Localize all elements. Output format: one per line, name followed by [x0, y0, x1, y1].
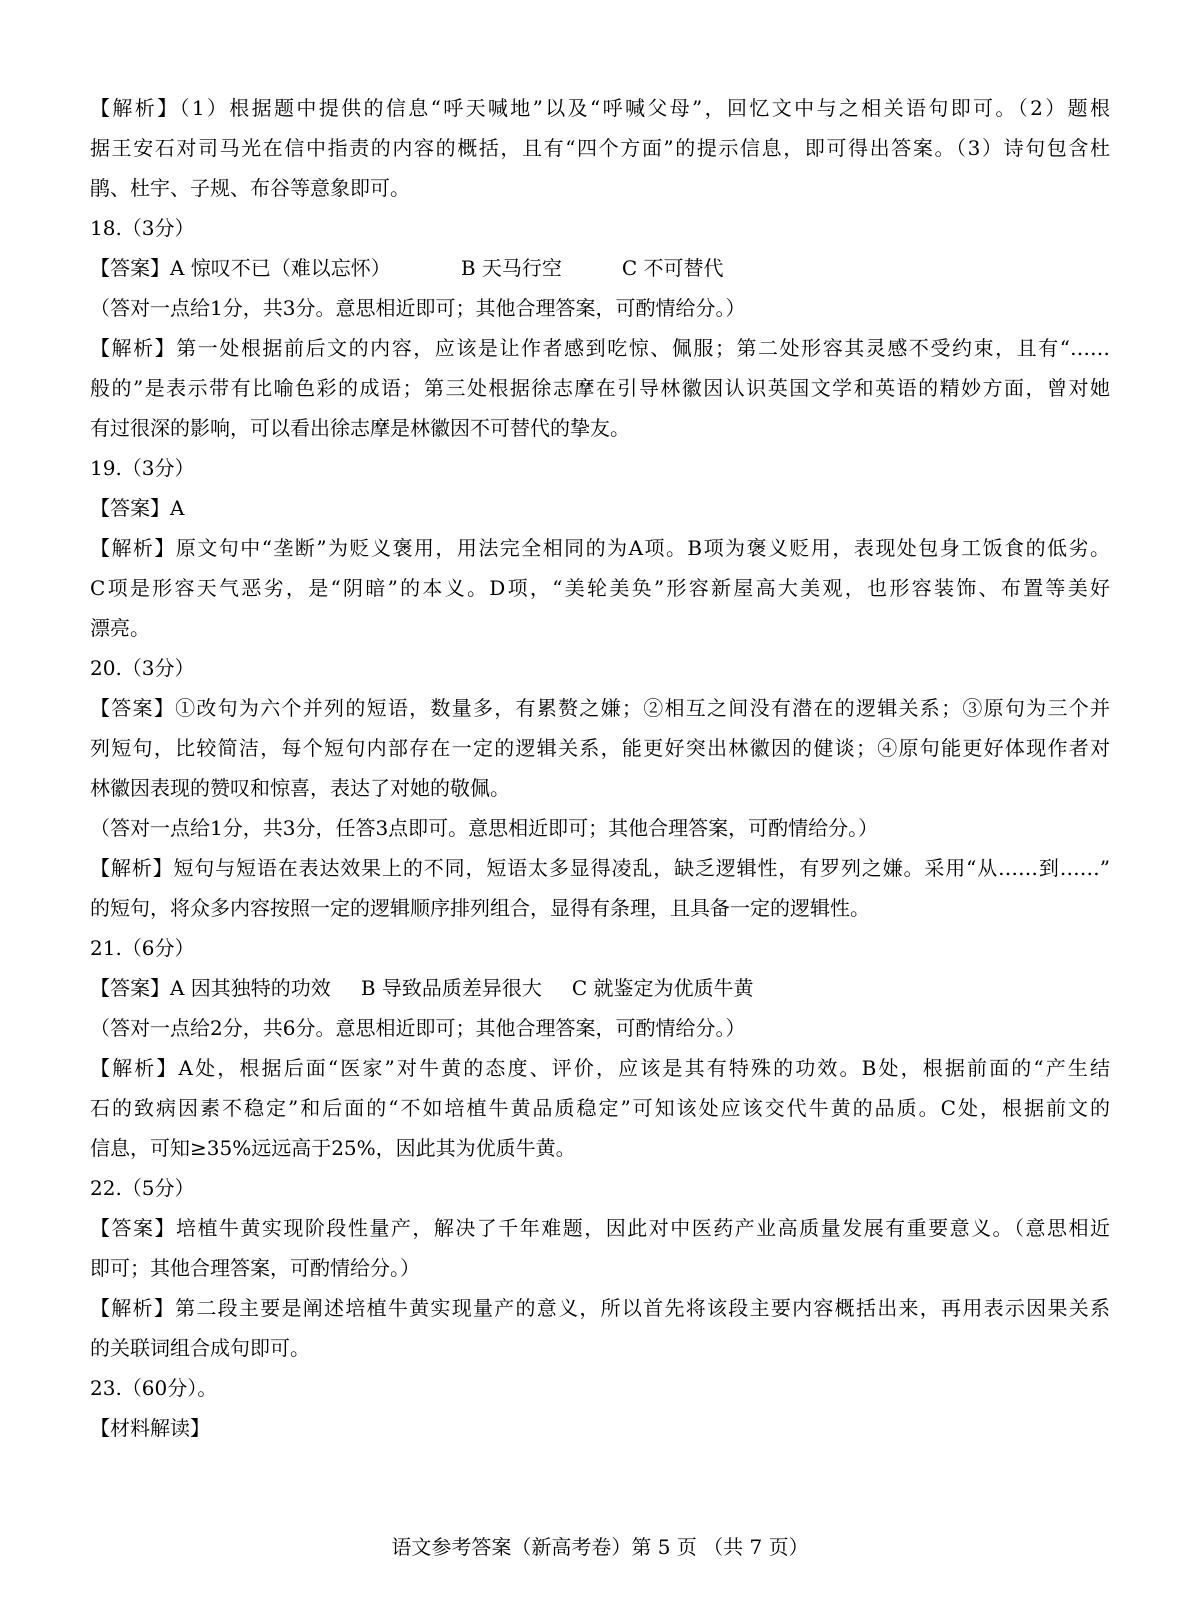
text-line: 【解析】短句与短语在表达效果上的不同，短语太多显得凌乱，缺乏逻辑性，有罗列之嫌。采用“从……到……”	[90, 856, 1110, 880]
answer-item-b: B 天马行空	[460, 256, 562, 280]
question-number: 22.（5分）	[90, 1176, 195, 1200]
text-line: 【解析】（1）根据题中提供的信息“呼天喊地”以及“呼喊父母”，回忆文中与之相关语句即可。（2）题根	[90, 96, 1110, 120]
answer-item-c: C 就鉴定为优质牛黄	[571, 976, 754, 1000]
text-line: 【解析】原文句中“垄断”为贬义褒用，用法完全相同的为A项。B项为褒义贬用，表现处包身工饭食的低劣。	[90, 536, 1110, 560]
text-line: 【解析】第二段主要是阐述培植牛黄实现量产的意义，所以首先将该段主要内容概括出来，再用表示因果关系	[90, 1296, 1110, 1320]
text-line: 【解析】第一处根据前后文的内容，应该是让作者感到吃惊、佩服；第二处形容其灵感不受约束，且有“……	[90, 336, 1110, 360]
section-heading: 【材料解读】	[90, 1416, 210, 1440]
answer-item-c: C 不可替代	[621, 256, 724, 280]
question-number: 21.（6分）	[90, 936, 195, 960]
text-line: 【答案】培植牛黄实现阶段性量产，解决了千年难题，因此对中医药产业高质量发展有重要意义。（意思相近	[90, 1216, 1110, 1240]
text-line: 的短句，将众多内容按照一定的逻辑顺序排列组合，显得有条理，且具备一定的逻辑性。	[90, 896, 870, 920]
question-number: 19.（3分）	[90, 456, 195, 480]
question-number: 23.（60分）。	[90, 1376, 218, 1400]
text-line: 林徽因表现的赞叹和惊喜，表达了对她的敬佩。	[90, 776, 510, 800]
scoring-note: （答对一点给1分，共3分。意思相近即可；其他合理答案，可酌情给分。）	[90, 296, 746, 320]
text-line: 有过很深的影响，可以看出徐志摩是林徽因不可替代的挚友。	[90, 416, 630, 440]
page-footer: 语文参考答案（新高考卷）第 5 页 （共 7 页）	[391, 1535, 809, 1559]
scoring-note: （答对一点给1分，共3分，任答3点即可。意思相近即可；其他合理答案，可酌情给分。）	[90, 816, 879, 840]
text-line: 信息，可知≥35%远远高于25%，因此其为优质牛黄。	[90, 1136, 576, 1160]
text-line: 列短句，比较简洁，每个短句内部存在一定的逻辑关系，能更好突出林徽因的健谈；④原句能更好体现作者对	[90, 736, 1110, 760]
text-line: 般的”是表示带有比喻色彩的成语；第三处根据徐志摩在引导林徽因认识英国文学和英语的精妙方面，曾对她	[90, 376, 1110, 400]
text-line: 【解析】A处，根据后面“医家”对牛黄的态度、评价，应该是其有特殊的功效。B处，根据前面的“产生结	[90, 1056, 1110, 1080]
answer-item-a: 【答案】A 惊叹不已（难以忘怀）	[90, 256, 391, 280]
answer-item-b: B 导致品质差异很大	[360, 976, 542, 1000]
question-number: 18.（3分）	[90, 216, 195, 240]
text-line: 的关联词组合成句即可。	[90, 1336, 310, 1360]
answer-line: 【答案】A	[90, 496, 185, 520]
answer-item-a: 【答案】A 因其独特的功效	[90, 976, 331, 1000]
text-line: 漂亮。	[90, 616, 150, 640]
text-line: C项是形容天气恶劣，是“阴暗”的本义。D项，“美轮美奂”形容新屋高大美观，也形容装饰、布置等美好	[90, 576, 1110, 600]
text-line: 【答案】①改句为六个并列的短语，数量多，有累赘之嫌；②相互之间没有潜在的逻辑关系；③原句为三个并	[90, 696, 1110, 720]
scoring-note: （答对一点给2分，共6分。意思相近即可；其他合理答案，可酌情给分。）	[90, 1016, 746, 1040]
text-line: 据王安石对司马光在信中指责的内容的概括，且有“四个方面”的提示信息，即可得出答案。（3）诗句包含杜	[90, 136, 1110, 160]
answer-line	[90, 248, 1110, 288]
text-line: 即可；其他合理答案，可酌情给分。）	[90, 1256, 420, 1280]
question-number: 20.（3分）	[90, 656, 195, 680]
text-line: 鹃、杜宇、子规、布谷等意象即可。	[90, 176, 410, 200]
text-line: 石的致病因素不稳定”和后面的“不如培植牛黄品质稳定”可知该处应该交代牛黄的品质。C处，根据前文的	[90, 1096, 1110, 1120]
answer-line	[90, 968, 1110, 1008]
